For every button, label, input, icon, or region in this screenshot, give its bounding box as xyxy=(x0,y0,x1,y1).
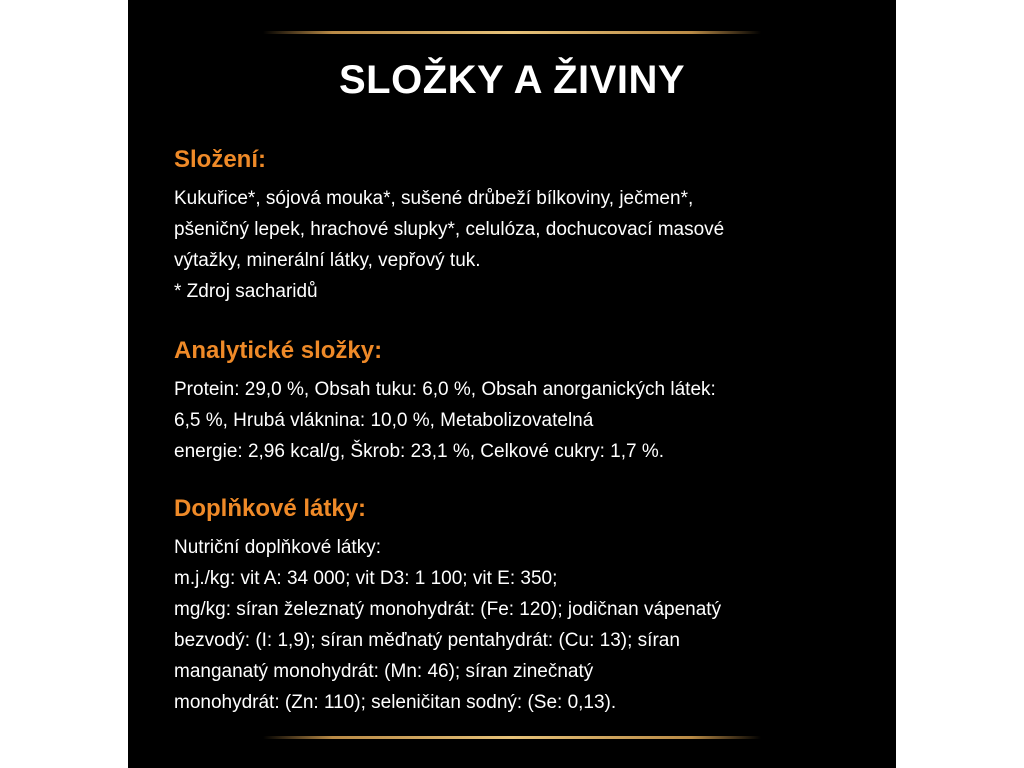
text-line: manganatý monohydrát: (Mn: 46); síran zinečnatý xyxy=(174,661,594,682)
page-title: SLOŽKY A ŽIVINY xyxy=(338,58,686,102)
text-line: Nutriční doplňkové látky: xyxy=(174,537,381,558)
text-line: výtažky, minerální látky, vepřový tuk. xyxy=(174,250,481,271)
text-line: energie: 2,96 kcal/g, Škrob: 23,1 %, Celkové cukry: 1,7 %. xyxy=(174,441,665,462)
section-heading: Analytické složky: xyxy=(174,337,383,364)
section-heading: Doplňkové látky: xyxy=(174,495,367,522)
text-line: bezvodý: (I: 1,9); síran měďnatý pentahydrát: (Cu: 13); síran xyxy=(174,630,680,651)
bottom-divider xyxy=(263,736,761,739)
text-line: Protein: 29,0 %, Obsah tuku: 6,0 %, Obsah anorganických látek: xyxy=(174,379,716,400)
footnote-line: * Zdroj sacharidů xyxy=(174,281,318,302)
text-line: pšeničný lepek, hrachové slupky*, celulóza, dochucovací masové xyxy=(174,219,725,240)
text-line: 6,5 %, Hrubá vláknina: 10,0 %, Metabolizovatelná xyxy=(174,410,594,431)
top-divider xyxy=(263,31,761,34)
section-doplnkove-latky xyxy=(174,494,874,718)
section-analyticke-slozky xyxy=(174,336,874,467)
section-slozeni xyxy=(174,145,874,307)
text-line: Kukuřice*, sójová mouka*, sušené drůbeží bílkoviny, ječmen*, xyxy=(174,188,694,209)
text-line: m.j./kg: vit A: 34 000; vit D3: 1 100; vit E: 350; xyxy=(174,568,558,589)
text-line: monohydrát: (Zn: 110); seleničitan sodný: (Se: 0,13). xyxy=(174,692,617,713)
info-panel xyxy=(128,0,896,768)
section-heading: Složení: xyxy=(174,146,267,173)
text-line: mg/kg: síran železnatý monohydrát: (Fe: 120); jodičnan vápenatý xyxy=(174,599,722,620)
